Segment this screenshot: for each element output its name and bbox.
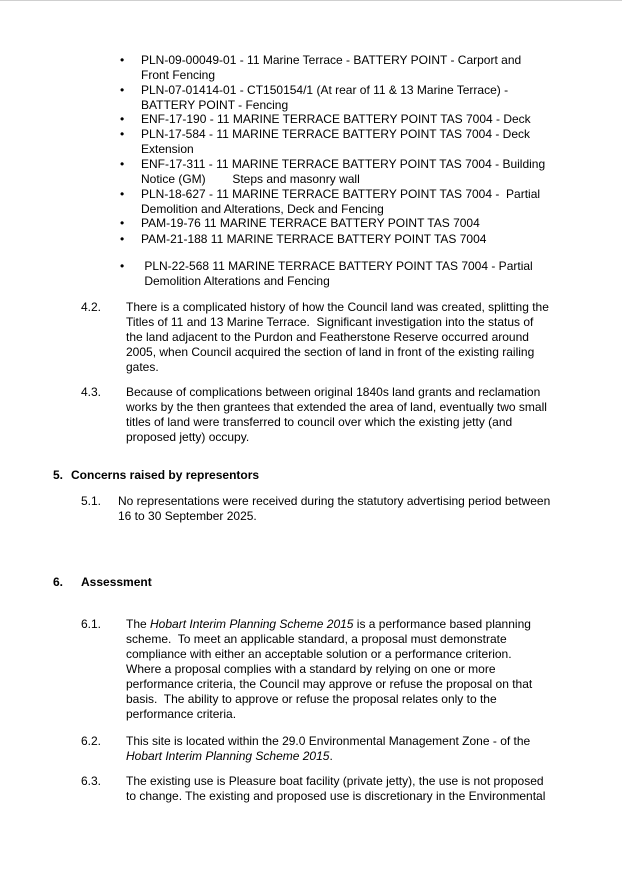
paragraph-line: scheme. To meet an applicable standard, a proposal must demonstrate [126,632,507,646]
bullet-icon: • [120,112,125,126]
list-item-line: PLN-09-00049-01 - 11 Marine Terrace - BATTERY POINT - Carport and [141,53,522,67]
paragraph-number: 6.1. [81,617,102,631]
paragraph-line: The existing use is Pleasure boat facility (private jetty), the use is not proposed [126,774,544,788]
paragraph-line: proposed jetty) occupy. [126,430,250,444]
list-item-line: PAM-21-188 11 MARINE TERRACE BATTERY POINT TAS 7004 [141,232,487,246]
paragraph-line: titles of land were transferred to council over which the existing jetty (and [126,415,513,429]
bullet-icon: • [120,157,125,171]
paragraph-line: 2005, when Council acquired the section of land in front of the existing railing [126,345,535,359]
paragraph-line [126,749,530,764]
paragraph-number: 6.2. [81,734,102,748]
paragraph-number: 6.3. [81,774,102,788]
paragraph-line: Where a proposal complies with a standard by relying on one or more [126,662,496,676]
paragraph-line: works by the then grantees that extended the area of land, eventually two small [126,400,547,414]
list-item-line: PAM-19-76 11 MARINE TERRACE BATTERY POINT TAS 7004 [141,216,480,230]
list-item-line: ENF-17-190 - 11 MARINE TERRACE BATTERY POINT TAS 7004 - Deck [141,112,531,126]
section-number: 6. [53,575,64,589]
bullet-icon: • [120,187,125,201]
list-item [120,259,581,289]
text-run: . [329,749,333,763]
list-item-line: Notice (GM) Steps and masonry wall [141,172,360,186]
paragraph-line: 16 to 30 September 2025. [118,509,257,523]
paragraph-number: 4.3. [81,385,102,399]
text-run: The [126,617,151,631]
list-item-line: BATTERY POINT - Fencing [141,98,289,112]
paragraph-line: performance criteria, the Council may approve or refuse the proposal on that [126,677,533,691]
bullet-icon: • [120,127,125,141]
paragraph-line: basis. The ability to approve or refuse the proposal relates only to the [126,692,497,706]
text-run: is a performance based planning [353,617,531,631]
paragraph-line: Because of complications between original 1840s land grants and reclamation [126,385,541,399]
paragraph-line: performance criteria. [126,707,237,721]
list-item-line: PLN-07-01414-01 - CT150154/1 (At rear of 11 & 13 Marine Terrace) - [141,83,509,97]
list-item [120,83,581,113]
paragraph-line: This site is located within the 29.0 Environmental Management Zone - of the [126,734,531,748]
list-item-line: ENF-17-311 - 11 MARINE TERRACE BATTERY POINT TAS 7004 - Building [141,157,546,171]
list-item-line: Extension [141,142,194,156]
paragraph-line: to change. The existing and proposed use is discretionary in the Environmental [126,789,546,803]
list-item-line: PLN-17-584 - 11 MARINE TERRACE BATTERY POINT TAS 7004 - Deck [141,127,531,141]
paragraph-number: 4.2. [81,300,102,314]
list-item-line: PLN-18-627 - 11 MARINE TERRACE BATTERY POINT TAS 7004 - Partial [141,187,541,201]
list-item-line: PLN-22-568 11 MARINE TERRACE BATTERY POINT TAS 7004 - Partial [141,259,533,273]
paragraph-line: Titles of 11 and 13 Marine Terrace. Significant investigation into the status of [126,315,534,329]
bullet-icon: • [120,53,125,67]
bullet-icon: • [120,216,125,230]
list-item [120,187,581,217]
paragraph-line: compliance with either an acceptable solution or a performance criterion. [126,647,512,661]
paragraph-line [126,617,532,632]
paragraph-line: There is a complicated history of how the Council land was created, splitting the [126,300,549,314]
list-item [120,53,581,83]
bullet-icon: • [120,83,125,97]
bullet-icon: • [120,259,125,273]
scheme-title-italic: Hobart Interim Planning Scheme 2015 [126,749,330,763]
list-item [120,157,581,187]
list-item-line: Front Fencing [141,68,216,82]
bullet-icon: • [120,232,125,246]
paragraph-line: the land adjacent to the Purdon and Featherstone Reserve occurred around [126,330,529,344]
section-title: Assessment [81,575,152,589]
list-item-line: Demolition and Alterations, Deck and Fencing [141,202,384,216]
section-number: 5. [53,468,64,482]
list-item-line: Demolition Alterations and Fencing [141,274,330,288]
list-item [120,112,581,127]
paragraph-number: 5.1. [81,494,102,508]
paragraph-line: No representations were received during the statutory advertising period between [118,494,551,508]
list-item [120,232,581,247]
section-title: Concerns raised by representors [71,468,260,482]
list-item [120,216,581,231]
scheme-title-italic: Hobart Interim Planning Scheme 2015 [150,617,354,631]
paragraph-line: gates. [126,360,159,374]
list-item [120,127,581,157]
